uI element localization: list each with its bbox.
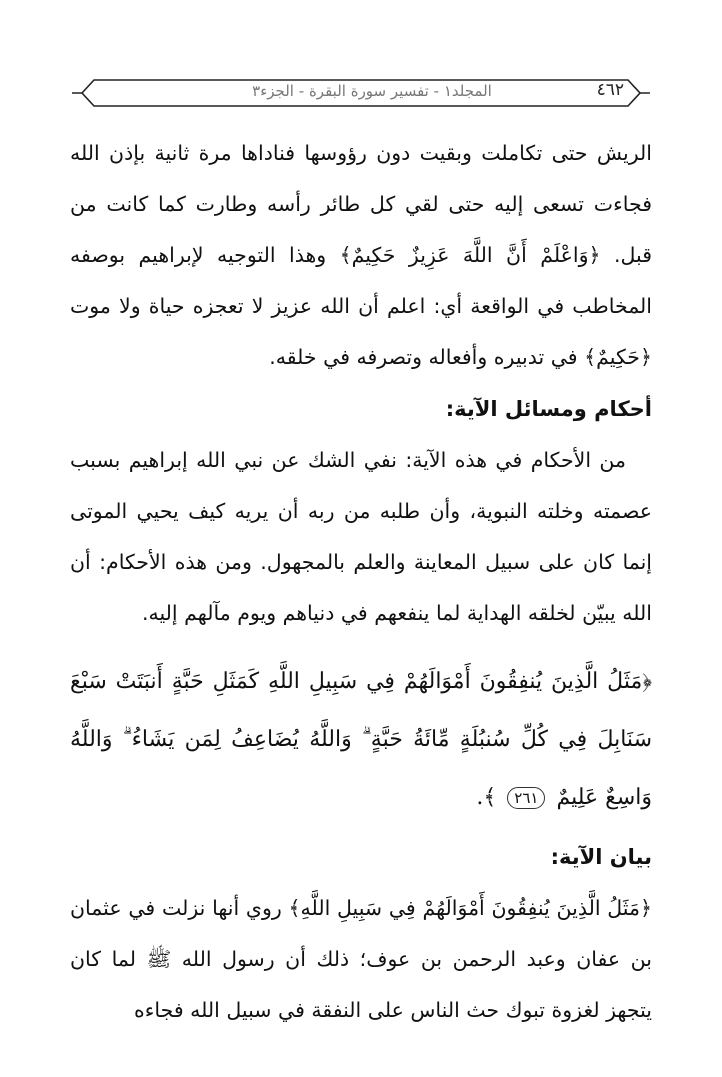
volume-label: المجلد١ (443, 82, 492, 100)
quran-quote: ﴿وَاعْلَمْ أَنَّ اللَّهَ عَزِيزٌ حَكِيمٌ﴾ (339, 243, 601, 267)
quran-verse-block (70, 653, 652, 827)
section-heading-rulings: أحكام ومسائل الآية: (445, 397, 652, 421)
text-line: إنما كان على سبيل المعاينة والعلم بالمجهول. ومن هذه الأحكام: أن (70, 550, 652, 574)
text-line: من قبل. (70, 192, 653, 267)
explanation-paragraph (70, 883, 652, 1036)
header-separator: - (433, 82, 440, 100)
text-line: وهذا التوجيه لإبراهيم بوصفه (70, 243, 327, 267)
verse-close: ﴾. (476, 785, 497, 810)
text-line: عصمته وخلته النبوية، وأن طلبه من ربه أن يريه كيف يحيي الموتى (70, 499, 652, 523)
page-header (72, 74, 650, 112)
quran-quote: ﴿مَثَلُ الَّذِينَ يُنفِقُونَ أَمْوَالَهُمْ فِي سَبِيلِ اللَّهِ﴾ (288, 896, 652, 920)
text-line: الله يبيّن لخلقه الهداية لما ينفعهم في دنياهم ويوم مآلهم إليه. (141, 601, 652, 625)
text-line: في تدبيره وأفعاله وتصرفه في خلقه. (269, 345, 578, 369)
text-line: عثمان بن عفان وعبد الرحمن بن عوف؛ ذلك أن رسول الله ﷺ لما (70, 896, 652, 971)
verse-number-marker: ٢٦١ (507, 787, 545, 809)
text-line: المخاطب في الواقعة أي: اعلم أن الله عزيز لا تعجزه حياة ولا موت (70, 294, 652, 318)
part-label: الجزء٣ (252, 82, 294, 100)
rulings-paragraph (70, 435, 652, 639)
opening-paragraph (70, 128, 652, 383)
text-line: كان يتجهز لغزوة تبوك حث الناس على النفقة في سبيل الله فجاءه (70, 947, 652, 1022)
book-title: تفسير سورة البقرة (308, 82, 429, 100)
text-line: الله فجاءت تسعى إليه حتى لقي كل طائر رأسه وطارت كما كانت (70, 141, 652, 216)
quran-quote: ﴿حَكِيمٌ﴾ (584, 345, 652, 369)
verse-text: ﴿مَثَلُ الَّذِينَ يُنفِقُونَ أَمْوَالَهُمْ فِي سَبِيلِ اللَّهِ كَمَثَلِ حَبَّةٍ أَنبَتَتْ سَبْعَ سَنَابِلَ فِي كُلِّ سُنبُلَةٍ مِّائَةُ حَبَّةٍ ۗ وَاللَّهُ يُضَاعِفُ لِمَن يَشَاءُ ۗ وَاللَّهُ وَاسِعٌ عَلِيمٌ (70, 669, 652, 810)
text-line: الريش حتى تكاملت وبقيت دون رؤوسها فناداها مرة ثانية بإذن (109, 141, 652, 165)
text-line: من الأحكام في هذه الآية: نفي الشك عن نبي الله إبراهيم بسبب (70, 448, 626, 472)
header-separator: - (298, 82, 305, 100)
section-heading-explanation: بيان الآية: (550, 845, 652, 869)
running-header (222, 82, 522, 100)
page-body (70, 128, 652, 1036)
text-line: روي أنها نزلت في (128, 896, 282, 920)
page-number: ٤٦٢ (596, 80, 624, 100)
